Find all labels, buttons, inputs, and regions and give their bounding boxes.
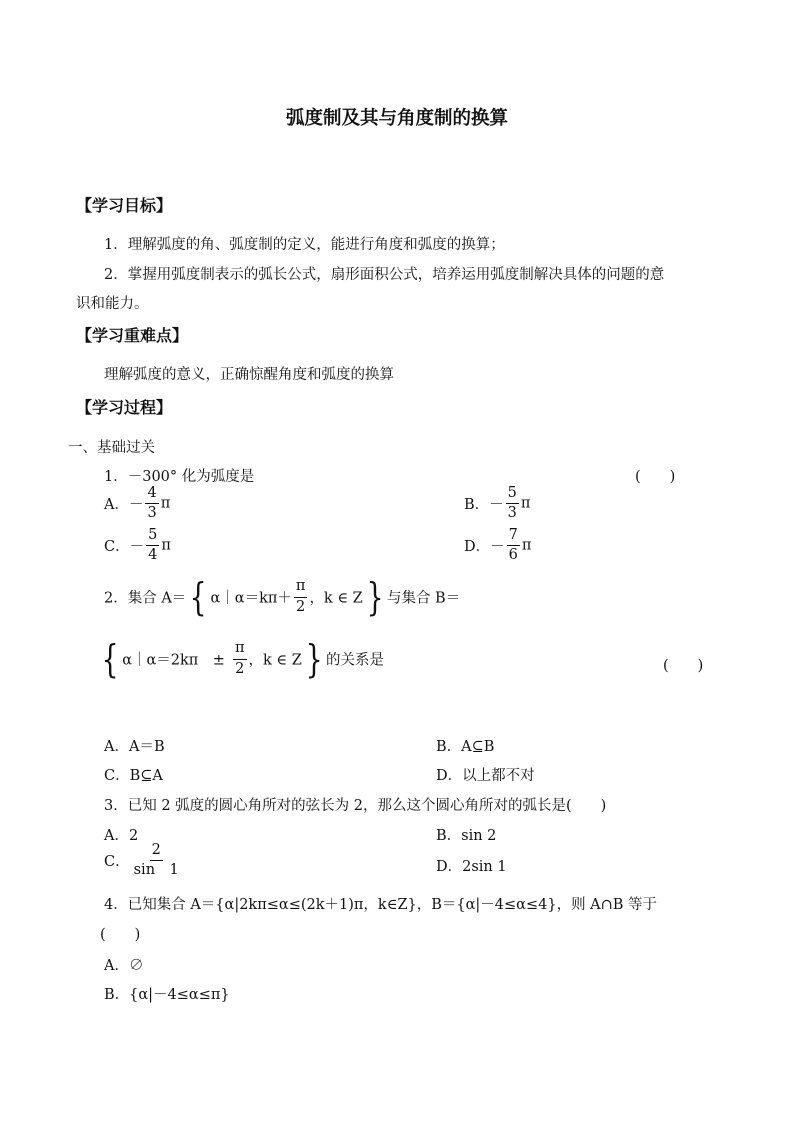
page-title: 弧度制及其与角度制的换算 bbox=[285, 108, 508, 129]
q1-stem: 1．－300° 化为弧度是 bbox=[104, 469, 255, 485]
q3-option-c: C． $\frac{2}{\sin 1}$ bbox=[104, 842, 179, 879]
q2-option-c: C．B⊆A bbox=[104, 768, 163, 784]
q3-option-d: D．2sin 1 bbox=[436, 859, 507, 875]
q1-option-d: D．－ $\frac{7}{6}$ π bbox=[464, 527, 532, 564]
part-1-heading: 一、基础过关 bbox=[68, 440, 155, 456]
q2-line-2: { α｜α＝2kπ ± $\frac{\pi}{2}$ ，k ∈ Z} 的关系是 bbox=[101, 637, 385, 681]
key-text: 理解弧度的意义，正确惊醒角度和弧度的换算 bbox=[104, 367, 394, 383]
q4-stem: 4．已知集合 A＝{α|2kπ≤α≤(2k＋1)π，k∈Z}，B＝{α|－4≤α≤4}，则 A∩B 等于 bbox=[104, 897, 658, 913]
q4-option-b: B．{α|－4≤α≤π} bbox=[104, 987, 230, 1003]
key-heading: 【学习重难点】 bbox=[76, 326, 189, 345]
q4-answer-paren: ( ) bbox=[100, 927, 141, 943]
q1-answer-paren: ( ) bbox=[635, 469, 676, 485]
q2-line-1: 2．集合 A＝{ α｜α＝kπ＋ $\frac{\pi}{2}$ ，k ∈ Z} 与集合 B＝ bbox=[104, 575, 461, 619]
q2-option-d: D．以上都不对 bbox=[436, 768, 535, 784]
q4-option-a: A．∅ bbox=[104, 958, 144, 974]
goal-1: 1．理解弧度的角、弧度制的定义，能进行角度和弧度的换算； bbox=[104, 237, 505, 253]
q3-option-b: B．sin 2 bbox=[436, 828, 497, 844]
q2-option-a: A．A＝B bbox=[104, 739, 165, 755]
goal-2-line-1: 2．掌握用弧度制表示的弧长公式，扇形面积公式，培养运用弧度制解决具体的问题的意 bbox=[104, 267, 665, 283]
q1-option-b: B．－ $\frac{5}{3}$ π bbox=[464, 485, 531, 522]
q1-option-a: A．－ $\frac{4}{3}$ π bbox=[104, 485, 171, 522]
q3-stem: 3．已知 2 弧度的圆心角所对的弦长为 2，那么这个圆心角所对的弧长是( ) bbox=[104, 798, 607, 814]
process-heading: 【学习过程】 bbox=[76, 398, 173, 417]
q2-option-b: B．A⊆B bbox=[436, 739, 495, 755]
q2-answer-paren: ( ) bbox=[663, 658, 704, 674]
q3-option-a: A．2 bbox=[104, 828, 139, 844]
goals-heading: 【学习目标】 bbox=[76, 196, 173, 215]
goal-2-line-2: 识和能力。 bbox=[76, 296, 149, 312]
q1-option-c: C．－ $\frac{5}{4}$ π bbox=[104, 527, 171, 564]
